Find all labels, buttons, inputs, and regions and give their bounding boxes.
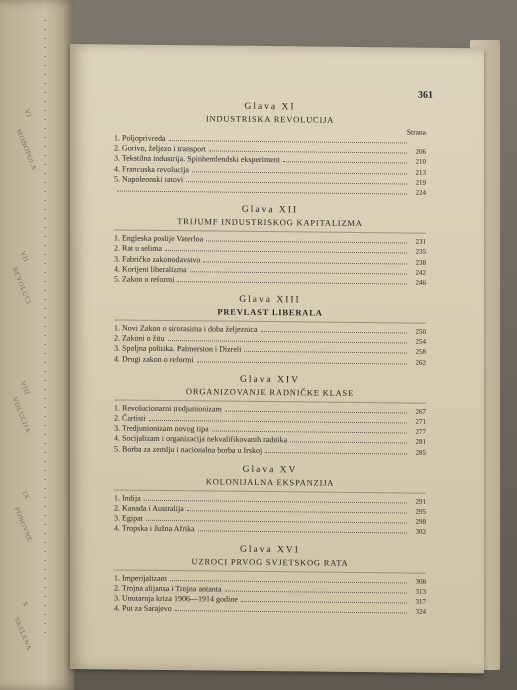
toc-entry-page: 258 xyxy=(415,348,426,357)
chapter-title: TRIJUMF INDUSTRISKOG KAPITALIZMA xyxy=(177,216,363,229)
dot-leader xyxy=(290,441,407,444)
toc-entry-page: 317 xyxy=(415,597,426,606)
toc-entry-label: 2. Kanada i Australija xyxy=(114,503,184,514)
toc-entry-label: 3. Tekstilna industrija. Spinhemlendski eksperiment xyxy=(114,153,280,165)
toc-entry-label: 4. Tropska i Južna Afrika xyxy=(114,523,195,534)
chapter-number: Glava XI xyxy=(244,101,296,113)
toc-entry-label: 1. Engleska poslije Vaterloa xyxy=(114,233,204,244)
chapter-section xyxy=(114,100,426,197)
toc-entry xyxy=(114,354,426,367)
toc-entry-label: 1. Indija xyxy=(114,493,141,503)
toc-entry-page: 254 xyxy=(415,337,426,346)
dot-leader xyxy=(197,360,407,364)
chapter-title: PREVLAST LIBERALA xyxy=(217,306,323,318)
page-number: 361 xyxy=(418,89,433,101)
toc-entry xyxy=(114,604,426,617)
left-page-fragment: VI xyxy=(22,108,34,119)
toc-entry-page: 262 xyxy=(415,358,426,367)
toc-entry-label: 4. Drugi zakon o reformi xyxy=(114,354,194,364)
dot-leader xyxy=(146,519,407,524)
toc-entry-label: 1. Poljoprivreda xyxy=(114,133,166,144)
dot-leader xyxy=(241,600,407,604)
dot-leader xyxy=(177,280,407,284)
left-page-fragment: MONOPOLA xyxy=(14,128,39,172)
left-page-fragment: REVOLUCI xyxy=(10,266,33,306)
toc-entry-label: 5. Zakon o reformi xyxy=(114,274,175,284)
left-page-fragment: PONOVNE xyxy=(12,506,34,544)
toc-entry xyxy=(114,184,426,197)
chapter-section xyxy=(114,294,426,368)
chapter-title: ORGANIZOVANJE RADNIČKE KLASE xyxy=(185,386,355,398)
toc-entry-page: 308 xyxy=(415,577,426,586)
chapter-number: Glava XV xyxy=(242,464,298,476)
toc-entry-page: 246 xyxy=(415,278,426,287)
chapter-section xyxy=(114,204,426,288)
toc-entry-label: 2. Trojna alijansa i Trojna antanta xyxy=(114,583,222,594)
toc-entry-page: 285 xyxy=(415,448,426,457)
toc-entry-label: 2. Rat u selima xyxy=(114,243,162,254)
toc-entry-page: 213 xyxy=(415,168,426,177)
chapter-title: UZROCI PRVOG SVJETSKOG RATA xyxy=(191,555,349,568)
toc-entry-page: 238 xyxy=(415,258,426,267)
dot-leader xyxy=(175,609,407,613)
toc-entry-label: 1. Imperijalizam xyxy=(114,572,167,583)
toc-entry-label: 2. Čartisti xyxy=(114,413,146,423)
toc-entry-page: 231 xyxy=(415,237,426,246)
toc-entry-page: 281 xyxy=(415,437,426,447)
toc-entry-label: 3. Tredjunionizam novog tipa xyxy=(114,423,209,434)
toc-entry-label: 5. Borba za zemlju i nacionalna borba u Irskoj xyxy=(114,444,263,455)
toc-entry-page: 250 xyxy=(415,327,426,336)
left-page-fragment: VII xyxy=(18,250,31,264)
toc-entry-label: 4. Korijeni liberalizma xyxy=(114,264,187,274)
toc-entry-label: 4. Put za Sarajevo xyxy=(114,603,172,614)
book-page xyxy=(70,44,484,673)
toc-entry-page: 210 xyxy=(415,157,426,167)
dot-leader xyxy=(192,170,407,174)
toc-entry-label: 3. Egipat xyxy=(114,513,143,523)
toc-entry-page: 295 xyxy=(415,507,426,516)
left-page-fragment: VOLUCIJA xyxy=(10,396,33,435)
left-page-fragment: VIII xyxy=(18,380,32,397)
dot-leader xyxy=(198,530,407,534)
toc-entry-label: 4. Francuska revolucija xyxy=(114,164,189,174)
toc-entry-label: 5. Napoleonski ratovi xyxy=(114,174,184,184)
toc-entry-label: 4. Socijalizam i organizacija nekvalifikovanih radnika xyxy=(114,433,288,445)
dot-leader xyxy=(206,240,407,244)
left-page-fragment: SKELENA xyxy=(12,616,34,652)
chapter-section xyxy=(114,463,426,537)
toc-entry-label: 1. Revolucionarni tredjunionizam xyxy=(114,403,222,414)
dot-leader xyxy=(169,139,407,143)
dot-leader xyxy=(190,270,407,274)
chapter-section xyxy=(114,373,426,457)
toc-entry-label: 3. Unutarnja kriza 1906—1914 godine xyxy=(114,593,238,604)
dot-leader xyxy=(186,180,407,184)
chapter-number: Glava XIV xyxy=(240,374,300,386)
dot-leader xyxy=(261,330,407,334)
table-of-contents xyxy=(114,98,426,626)
chapter-section xyxy=(114,543,426,617)
toc-entry-page: 224 xyxy=(415,188,426,197)
dot-leader xyxy=(265,451,407,454)
toc-entry-page: 206 xyxy=(415,147,426,156)
chapter-number: Glava XII xyxy=(241,204,299,216)
dot-leader xyxy=(117,189,407,194)
dot-leader xyxy=(149,419,407,424)
chapter-title: INDUSTRISKA REVOLUCIJA xyxy=(205,113,335,125)
left-page-fragment: IX xyxy=(20,490,32,501)
toc-entry-page: 219 xyxy=(415,178,426,187)
dot-leader xyxy=(244,350,407,354)
dot-leader xyxy=(225,409,407,413)
dot-leader xyxy=(187,509,407,513)
dot-leader xyxy=(209,150,407,154)
left-page-fragment: X xyxy=(20,600,31,609)
toc-entry xyxy=(114,444,426,457)
dot-leader xyxy=(203,260,407,264)
toc-entry-page: 324 xyxy=(415,607,426,616)
dot-leader xyxy=(212,430,407,434)
toc-entry-page: 302 xyxy=(415,527,426,537)
chapter-number: Glava XVI xyxy=(240,544,300,555)
toc-entry-page: 242 xyxy=(415,268,426,277)
toc-entry-label: 2. Gorivo, željezo i transport xyxy=(114,143,206,154)
dot-leader xyxy=(168,339,407,344)
dot-leader xyxy=(225,589,407,593)
toc-entry-page: 291 xyxy=(415,497,426,506)
toc-entry-page: 267 xyxy=(415,407,426,416)
toc-entry-label: 1. Novi Zakon o sirorasima i doba željeznica xyxy=(114,323,258,335)
page-column-header: Strana xyxy=(406,127,426,137)
toc-entry-page: 298 xyxy=(415,517,426,526)
toc-entry-page: 271 xyxy=(415,417,426,426)
dot-leader xyxy=(165,249,407,254)
dot-leader xyxy=(283,161,407,164)
toc-entry-page: 235 xyxy=(415,247,426,257)
toc-entry-page: 277 xyxy=(415,427,426,436)
toc-entry-page: 313 xyxy=(415,587,426,596)
toc-entry xyxy=(114,524,426,537)
dot-leader xyxy=(144,499,407,504)
chapter-number: Glava XIII xyxy=(239,294,301,306)
chapter-title: KOLONIJALNA EKSPANZIJA xyxy=(205,476,335,488)
left-page xyxy=(0,0,74,690)
toc-entry-label: 3. Fabričko zakonodavstvo xyxy=(114,253,201,264)
toc-entry-label: 2. Zakoni o žitu xyxy=(114,333,165,344)
toc-entry-label: 3. Spoljna politika. Palmerston i Dizreli xyxy=(114,343,242,355)
dot-leader xyxy=(170,579,407,583)
left-page-dot-leaders xyxy=(44,20,46,640)
toc-entry xyxy=(114,274,426,287)
